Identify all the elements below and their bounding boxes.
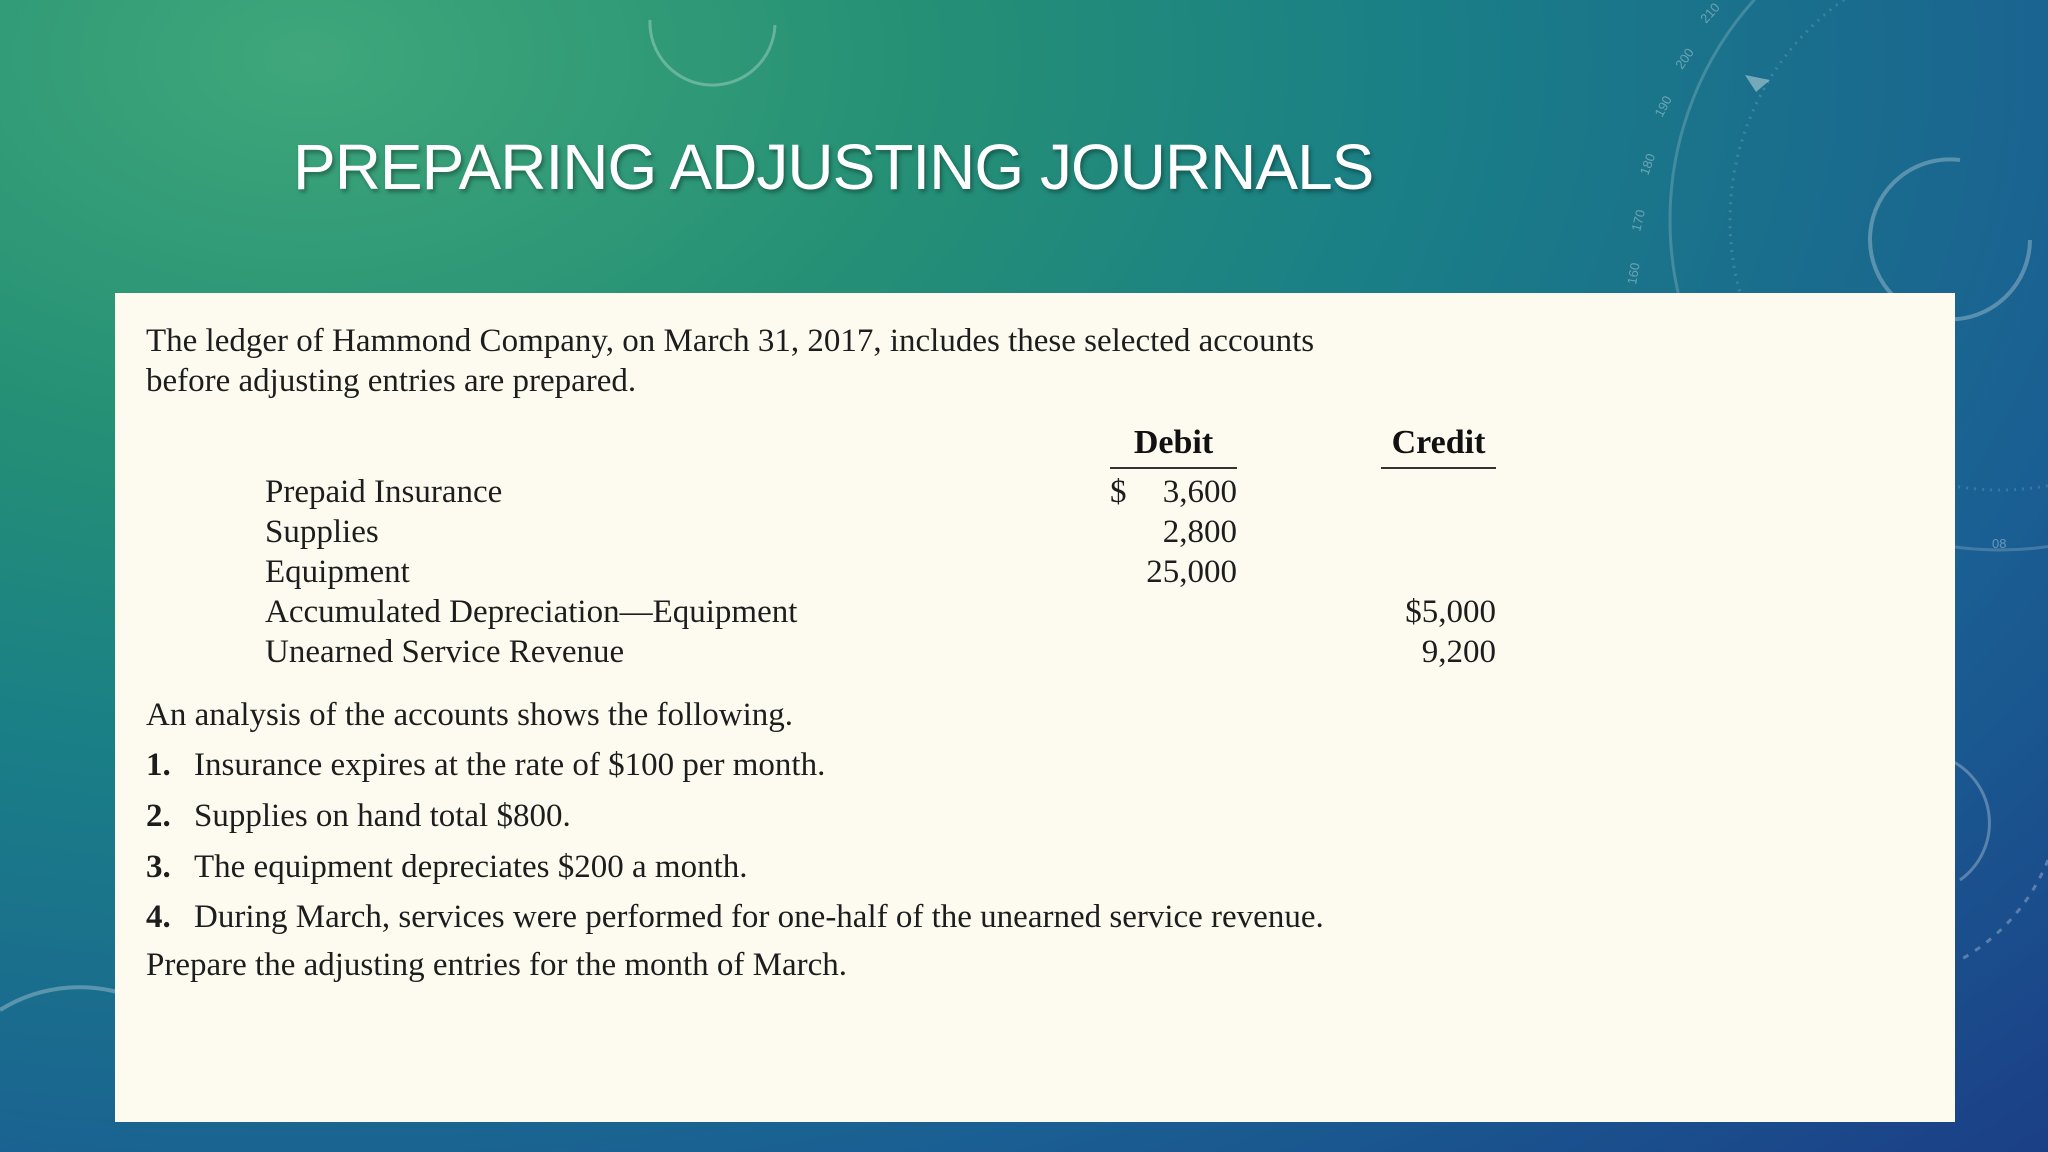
credit-column-header: Credit <box>1381 423 1496 469</box>
account-row <box>265 592 1565 632</box>
closing-instruction: Prepare the adjusting entries for the month of March. <box>146 947 848 983</box>
arrow-icon <box>1745 75 1770 92</box>
debit-amount <box>1110 512 1237 552</box>
account-name: Equipment <box>265 554 410 590</box>
analysis-intro: An analysis of the accounts shows the following. <box>146 697 794 733</box>
item-number: 1. <box>146 747 171 783</box>
dial-label: 180 <box>1636 151 1659 178</box>
dial-label: 170 <box>1628 208 1649 233</box>
account-row <box>265 472 1565 512</box>
item-number: 2. <box>146 798 171 834</box>
account-name: Supplies <box>265 514 379 550</box>
analysis-item <box>146 847 748 887</box>
currency-symbol: $ <box>1110 474 1127 510</box>
debit-amount <box>1110 472 1237 512</box>
account-row <box>265 512 1565 552</box>
item-text: Supplies on hand total $800. <box>194 798 571 834</box>
credit-amount: 9,200 <box>1421 634 1496 670</box>
dial-label: 08 <box>1992 536 2007 551</box>
item-number: 3. <box>146 849 171 885</box>
item-text: The equipment depreciates $200 a month. <box>194 849 748 885</box>
account-table <box>265 472 1565 672</box>
credit-amount: $5,000 <box>1405 594 1496 630</box>
analysis-item <box>146 897 1324 937</box>
dashed-arc-decoration <box>1960 860 2048 960</box>
account-row <box>265 552 1565 592</box>
intro-text <box>146 321 1314 401</box>
debit-value: 25,000 <box>1146 554 1237 590</box>
dial-label: 200 <box>1672 45 1697 72</box>
dial-label: 190 <box>1651 93 1675 120</box>
debit-value: 3,600 <box>1162 474 1237 510</box>
lower-right-arc-decoration <box>1950 760 1989 880</box>
debit-value: 2,800 <box>1162 514 1237 550</box>
account-name: Unearned Service Revenue <box>265 634 625 670</box>
intro-line: The ledger of Hammond Company, on March 31, 2017, includes these selected accounts <box>146 323 1315 359</box>
problem-panel <box>115 293 1955 1122</box>
account-row <box>265 632 1565 672</box>
dial-label: 210 <box>1697 0 1723 27</box>
account-name: Accumulated Depreciation—Equipment <box>265 594 798 630</box>
slide-title: PREPARING ADJUSTING JOURNALS <box>293 131 1374 203</box>
debit-column-header: Debit <box>1110 423 1237 469</box>
top-arc-decoration <box>650 20 775 85</box>
account-name: Prepaid Insurance <box>265 474 503 510</box>
dial-label: 160 <box>1624 261 1643 286</box>
analysis-item <box>146 745 825 785</box>
item-text: Insurance expires at the rate of $100 per month. <box>194 747 826 783</box>
analysis-item <box>146 796 571 836</box>
debit-amount <box>1110 552 1237 592</box>
intro-line: before adjusting entries are prepared. <box>146 363 637 399</box>
item-text: During March, services were performed for one-half of the unearned service revenue. <box>194 899 1324 935</box>
item-number: 4. <box>146 899 171 935</box>
